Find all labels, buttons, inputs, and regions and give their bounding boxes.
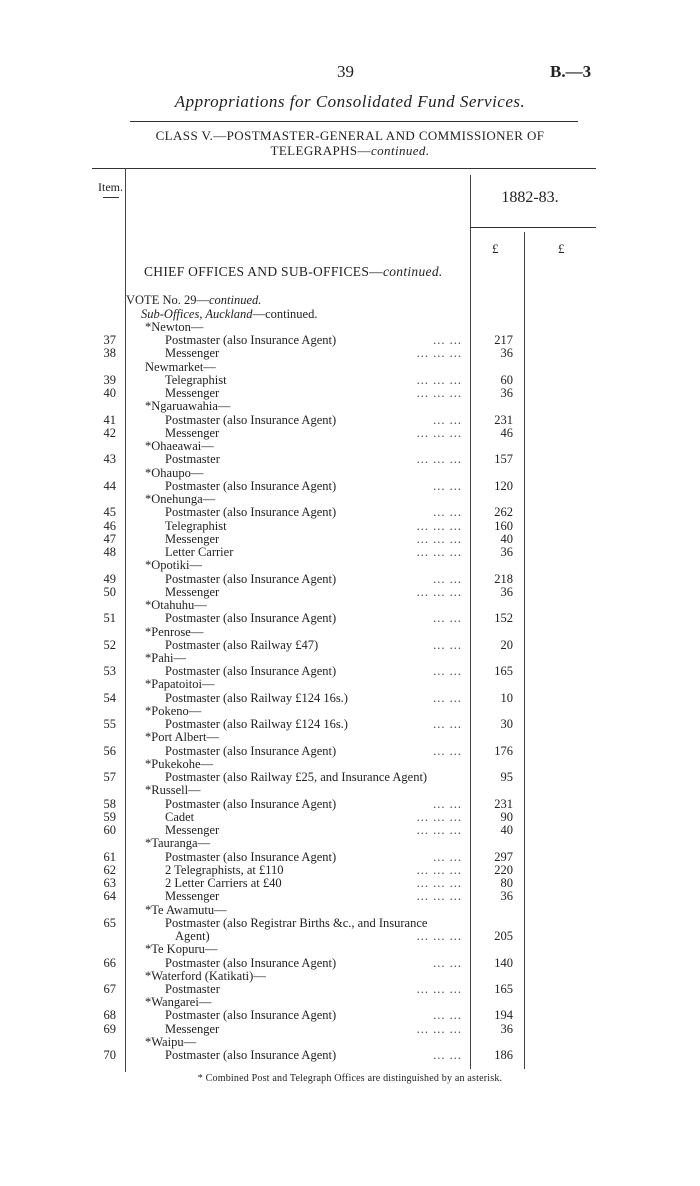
- year-header-rule: [470, 227, 596, 228]
- row-description: Postmaster: [165, 982, 220, 996]
- item-number: 38: [103, 346, 116, 361]
- item-number: 42: [103, 425, 116, 440]
- item-number: 70: [103, 1048, 116, 1063]
- row-description: Letter Carrier: [165, 545, 234, 560]
- leader-dots: ... ...: [433, 611, 462, 626]
- row-description: Postmaster (also Insurance Agent): [165, 505, 337, 520]
- table-row: [0, 970, 700, 983]
- running-title: Appropriations for Consolidated Fund Services.: [174, 92, 526, 111]
- item-number: 53: [103, 664, 116, 679]
- leader-dots: ... ...: [433, 743, 462, 758]
- year-column-header: 1882-83.: [501, 189, 559, 206]
- item-number: 40: [103, 386, 116, 401]
- class-title-line1: CLASS V.—POSTMASTER-GENERAL AND COMMISSIONER OF: [155, 128, 545, 143]
- row-amount: 120: [494, 478, 513, 493]
- leader-dots: ... ... ...: [416, 929, 462, 944]
- row-amount: 60: [500, 372, 513, 387]
- row-description: *Wangarei—: [145, 995, 212, 1010]
- row-description: *Te Awamutu—: [145, 902, 227, 917]
- leader-dots: ... ...: [433, 690, 462, 705]
- table-row: [0, 546, 700, 559]
- leader-dots: ... ...: [433, 1008, 462, 1023]
- row-description: Telegraphist: [165, 372, 227, 387]
- item-number: 46: [103, 518, 116, 533]
- table-row: [0, 453, 700, 466]
- table-row: [0, 361, 700, 374]
- vote-heading-main: VOTE No. 29—: [126, 293, 209, 307]
- table-row: [0, 440, 700, 453]
- row-description: Postmaster (also Insurance Agent): [165, 796, 337, 811]
- table-row: [0, 467, 700, 480]
- row-amount: 218: [494, 571, 513, 586]
- row-amount: 231: [494, 796, 513, 811]
- table-row: [0, 692, 700, 705]
- leader-dots: ... ...: [433, 333, 462, 348]
- leader-dots: ... ... ...: [416, 862, 462, 877]
- row-description: Messenger: [165, 386, 220, 401]
- leader-dots: ... ...: [433, 505, 462, 520]
- row-description: Postmaster (also Insurance Agent): [165, 849, 337, 864]
- table-row: [0, 533, 700, 546]
- row-description: Messenger: [165, 584, 220, 599]
- row-amount: 90: [500, 809, 513, 824]
- row-amount: 297: [494, 849, 513, 864]
- item-number: 41: [103, 412, 116, 427]
- row-description: Cadet: [165, 809, 195, 824]
- table-row: [0, 520, 700, 533]
- item-number: 52: [103, 637, 116, 652]
- row-amount: 217: [494, 333, 513, 348]
- page-number: 39: [337, 62, 354, 81]
- row-description: Postmaster (also Railway £47): [165, 637, 319, 652]
- item-number: 65: [103, 915, 116, 930]
- table-row: [0, 347, 700, 360]
- table-row: [0, 877, 700, 890]
- row-description: *Ohaeawai—: [145, 439, 214, 454]
- sub-offices-label: Sub-Offices, Auckland: [141, 307, 253, 321]
- row-description: Messenger: [165, 346, 220, 361]
- row-description: Newmarket—: [145, 359, 216, 374]
- row-description: Postmaster (also Insurance Agent): [165, 478, 337, 493]
- row-description: *Onehunga—: [145, 492, 216, 507]
- table-top-rule: [92, 168, 596, 169]
- table-row: [0, 851, 700, 864]
- table-row: [0, 652, 700, 665]
- leader-dots: ... ...: [433, 796, 462, 811]
- row-amount: 231: [494, 412, 513, 427]
- item-number: 54: [103, 690, 116, 705]
- row-description: Postmaster (also Insurance Agent): [165, 743, 337, 758]
- row-amount: 165: [494, 982, 513, 996]
- item-column-header: Item.: [98, 180, 123, 194]
- table-row: [0, 387, 700, 400]
- table-row: [0, 321, 700, 334]
- table-row: [0, 639, 700, 652]
- row-amount: 46: [500, 425, 513, 440]
- row-description: Postmaster (also Railway £124 16s.): [165, 717, 348, 732]
- table-row: [0, 374, 700, 387]
- row-amount: 262: [494, 505, 513, 520]
- row-description: Postmaster (also Insurance Agent): [165, 1008, 337, 1023]
- section-heading-main: CHIEF OFFICES AND SUB-OFFICES—: [144, 264, 383, 279]
- table-row: [0, 1036, 700, 1049]
- row-description: Postmaster (also Insurance Agent): [165, 412, 337, 427]
- table-row: [0, 678, 700, 691]
- table-row: [0, 784, 700, 797]
- item-number: 66: [103, 955, 116, 970]
- row-amount: 186: [494, 1048, 513, 1063]
- row-amount: 36: [500, 346, 513, 361]
- row-amount: 36: [500, 386, 513, 401]
- item-number: 43: [103, 452, 116, 467]
- row-description: Postmaster (also Insurance Agent): [165, 611, 337, 626]
- item-number: 62: [103, 862, 116, 877]
- row-amount: 30: [500, 717, 513, 732]
- table-row: [0, 904, 700, 917]
- class-title-line2: [0, 143, 700, 159]
- table-row: [0, 427, 700, 440]
- table-row: [0, 626, 700, 639]
- table-row: [0, 837, 700, 850]
- row-description: *Waipu—: [145, 1034, 197, 1049]
- row-amount: 40: [500, 823, 513, 838]
- row-description: *Ohaupo—: [145, 465, 204, 480]
- table-row: [0, 758, 700, 771]
- row-description: *Tauranga—: [145, 836, 211, 851]
- row-amount: 140: [494, 955, 513, 970]
- row-description: *Russell—: [145, 783, 201, 798]
- item-number: 48: [103, 545, 116, 560]
- table-row: [0, 864, 700, 877]
- table-row: [0, 665, 700, 678]
- row-amount: 36: [500, 889, 513, 904]
- row-amount: 80: [500, 876, 513, 891]
- item-number: 55: [103, 717, 116, 732]
- table-row: [0, 400, 700, 413]
- row-description: *Opotiki—: [145, 558, 202, 573]
- leader-dots: ... ... ...: [416, 1021, 462, 1036]
- item-number: 61: [103, 849, 116, 864]
- leader-dots: ... ... ...: [416, 518, 462, 533]
- table-row: [0, 586, 700, 599]
- item-number: 45: [103, 505, 116, 520]
- row-description: *Pahi—: [145, 651, 186, 665]
- item-number: 59: [103, 809, 116, 824]
- row-description: Postmaster (also Insurance Agent): [165, 664, 337, 679]
- row-description: Messenger: [165, 531, 220, 546]
- item-number: 49: [103, 571, 116, 586]
- table-row: [0, 983, 700, 996]
- item-header-underline: [103, 197, 119, 198]
- item-number: 39: [103, 372, 116, 387]
- item-number: 68: [103, 1008, 116, 1023]
- header-rule: [130, 121, 578, 122]
- row-amount: 36: [500, 545, 513, 560]
- leader-dots: ... ...: [433, 478, 462, 493]
- table-row: [0, 506, 700, 519]
- leader-dots: ... ... ...: [416, 876, 462, 891]
- table-row: [0, 1049, 700, 1062]
- row-amount: 176: [494, 743, 513, 758]
- leader-dots: ... ... ...: [416, 386, 462, 401]
- table-row: [0, 917, 700, 930]
- row-amount: 20: [500, 637, 513, 652]
- class-title-continued: continued.: [370, 143, 430, 158]
- row-description: Postmaster (also Insurance Agent): [165, 571, 337, 586]
- leader-dots: ... ... ...: [416, 584, 462, 599]
- table-row: [0, 957, 700, 970]
- item-number: 57: [103, 770, 116, 785]
- row-amount: 40: [500, 531, 513, 546]
- row-amount: 36: [500, 1021, 513, 1036]
- row-amount: 36: [500, 584, 513, 599]
- row-description: Postmaster (also Insurance Agent): [165, 1048, 337, 1063]
- table-row: [0, 771, 700, 784]
- row-description: Postmaster: [165, 452, 220, 467]
- leader-dots: ... ...: [433, 664, 462, 679]
- leader-dots: ... ...: [433, 717, 462, 732]
- item-number: 63: [103, 876, 116, 891]
- table-row: [0, 996, 700, 1009]
- leader-dots: ... ...: [433, 849, 462, 864]
- row-amount: 152: [494, 611, 513, 626]
- row-description: Agent): [175, 929, 210, 944]
- section-heading-continued: continued.: [382, 264, 443, 279]
- item-number: 51: [103, 611, 116, 626]
- row-description: Postmaster (also Registrar Births &c., and Insurance: [165, 915, 428, 930]
- row-description: *Pokeno—: [145, 703, 202, 718]
- leader-dots: ... ... ...: [416, 982, 462, 996]
- table-row: [0, 824, 700, 837]
- table-row: [0, 718, 700, 731]
- table-row: [0, 334, 700, 347]
- leader-dots: ... ...: [433, 637, 462, 652]
- document-reference: B.—3: [550, 62, 592, 81]
- leader-dots: ... ... ...: [416, 889, 462, 904]
- item-number: 47: [103, 531, 116, 546]
- item-number: 69: [103, 1021, 116, 1036]
- leader-dots: ... ... ...: [416, 346, 462, 361]
- row-description: Telegraphist: [165, 518, 227, 533]
- item-number: 44: [103, 478, 116, 493]
- row-description: Postmaster (also Insurance Agent): [165, 333, 337, 348]
- leader-dots: ... ... ...: [416, 545, 462, 560]
- item-number: 64: [103, 889, 116, 904]
- table-row: [0, 943, 700, 956]
- row-amount: 165: [494, 664, 513, 679]
- item-number: 60: [103, 823, 116, 838]
- currency-symbol-left: £: [492, 241, 499, 256]
- table-row: [0, 930, 700, 943]
- table-row: [0, 559, 700, 572]
- item-number: 37: [103, 333, 116, 348]
- row-description: 2 Letter Carriers at £40: [165, 876, 282, 891]
- table-row: [0, 890, 700, 903]
- vote-heading: [126, 293, 261, 308]
- item-number: 50: [103, 584, 116, 599]
- footnote: * Combined Post and Telegraph Offices are distinguished by an asterisk.: [197, 1073, 503, 1084]
- table-row: [0, 745, 700, 758]
- row-amount: 10: [500, 690, 513, 705]
- item-number: 58: [103, 796, 116, 811]
- row-description: Messenger: [165, 889, 220, 904]
- row-description: *Waterford (Katikati)—: [145, 968, 266, 983]
- class-title-main: TELEGRAPHS—: [270, 143, 371, 158]
- table-row: [0, 612, 700, 625]
- table-row: [0, 480, 700, 493]
- row-amount: 95: [500, 770, 513, 785]
- section-heading: [144, 264, 443, 280]
- leader-dots: ... ... ...: [416, 531, 462, 546]
- row-description: *Port Albert—: [145, 730, 219, 745]
- table-row: [0, 705, 700, 718]
- table-row: [0, 414, 700, 427]
- row-description: Postmaster (also Railway £124 16s.): [165, 690, 348, 705]
- table-row: [0, 1009, 700, 1022]
- table-row: [0, 599, 700, 612]
- row-description: *Ngaruawahia—: [145, 399, 231, 414]
- leader-dots: ... ... ...: [416, 823, 462, 838]
- leader-dots: ... ...: [433, 1048, 462, 1063]
- table-row: [0, 731, 700, 744]
- table-row: [0, 573, 700, 586]
- leader-dots: ... ...: [433, 412, 462, 427]
- table-row: [0, 493, 700, 506]
- table-row: [0, 811, 700, 824]
- row-description: 2 Telegraphists, at £110: [165, 862, 284, 877]
- currency-symbol-right: £: [558, 241, 565, 256]
- item-number: 67: [103, 982, 116, 996]
- row-amount: 160: [494, 518, 513, 533]
- row-description: Messenger: [165, 823, 220, 838]
- row-description: *Pukekohe—: [145, 756, 214, 771]
- sub-offices-continued: —continued.: [252, 307, 318, 321]
- leader-dots: ... ...: [433, 955, 462, 970]
- row-description: Messenger: [165, 1021, 220, 1036]
- row-amount: 220: [494, 862, 513, 877]
- row-amount: 157: [494, 452, 513, 467]
- table-row: [0, 1023, 700, 1036]
- vote-heading-continued: continued.: [208, 293, 262, 307]
- row-description: Postmaster (also Railway £25, and Insurance Agent): [165, 770, 428, 785]
- row-description: *Penrose—: [145, 624, 204, 639]
- row-description: *Te Kopuru—: [145, 942, 218, 957]
- row-description: *Papatoitoi—: [145, 677, 215, 692]
- row-description: Messenger: [165, 425, 220, 440]
- item-number: 56: [103, 743, 116, 758]
- row-description: *Newton—: [145, 320, 204, 334]
- row-amount: 205: [494, 929, 513, 944]
- leader-dots: ... ... ...: [416, 425, 462, 440]
- table-row: [0, 798, 700, 811]
- leader-dots: ... ...: [433, 571, 462, 586]
- leader-dots: ... ... ...: [416, 809, 462, 824]
- leader-dots: ... ... ...: [416, 372, 462, 387]
- row-amount: 194: [494, 1008, 513, 1023]
- row-description: *Otahuhu—: [145, 598, 207, 613]
- row-description: Postmaster (also Insurance Agent): [165, 955, 337, 970]
- leader-dots: ... ... ...: [416, 452, 462, 467]
